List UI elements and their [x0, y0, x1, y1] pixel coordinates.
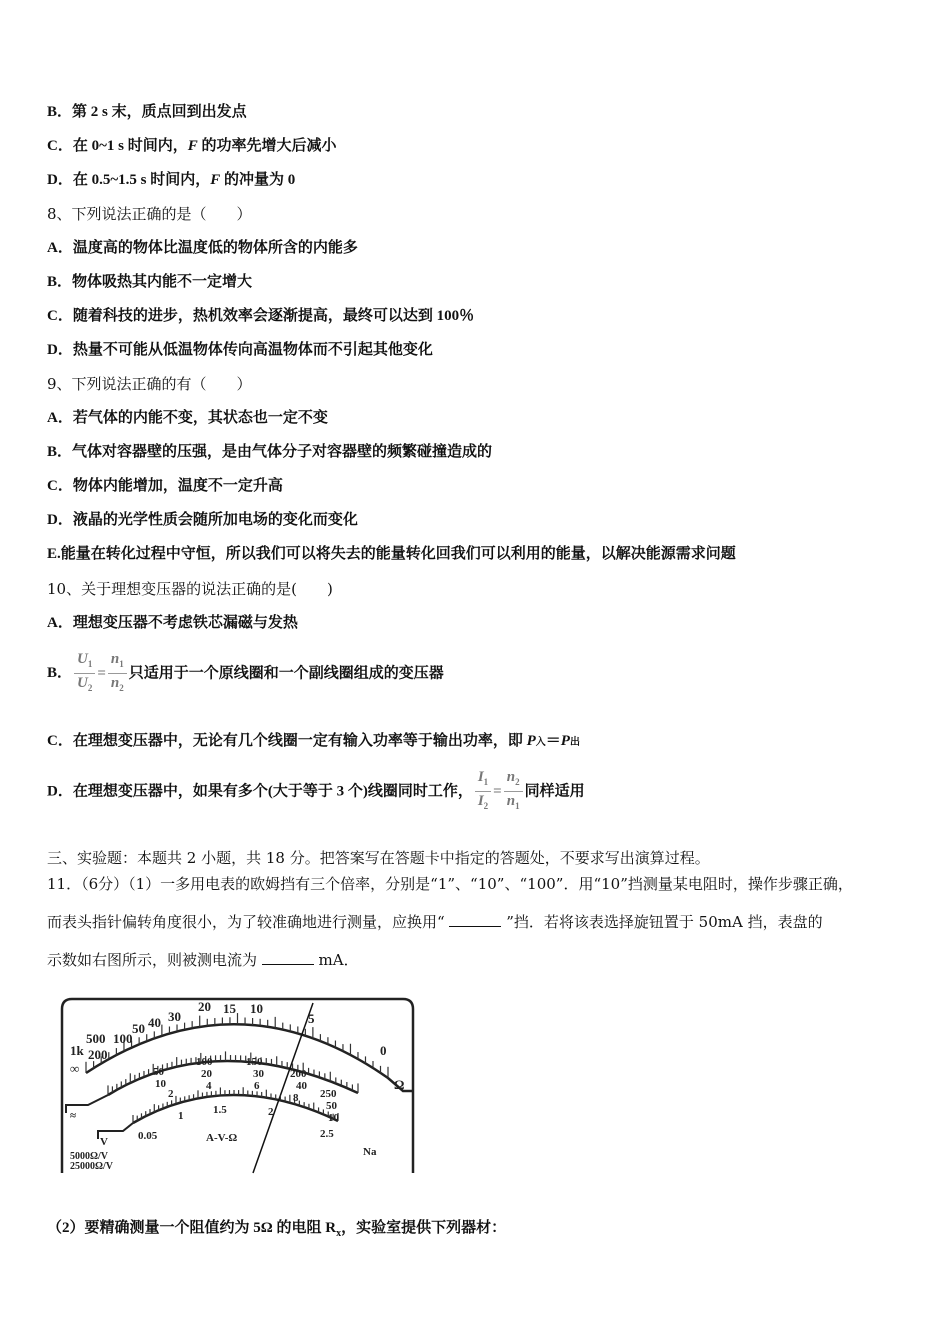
scale-label: 6 — [254, 1080, 260, 1092]
ohm-label: 30 — [168, 1009, 181, 1024]
scale-label: 10 — [155, 1078, 166, 1090]
q9-option-d: D．液晶的光学性质会随所加电场的变化而变化 — [47, 512, 358, 528]
ohm-label: ∞ — [70, 1061, 80, 1076]
text: D．在 0.5~1.5 s 时间内， — [47, 172, 211, 188]
ohm-symbol: Ω — [394, 1077, 405, 1092]
ohm-label: 200 — [88, 1047, 108, 1062]
sub: 2 — [87, 683, 93, 693]
text: C．在理想变压器中，无论有几个线圈一定有输入功率等于输出功率，即 — [47, 733, 527, 749]
q10-stem: 10、关于理想变压器的说法正确的是( ) — [47, 580, 333, 598]
scale-label: 0.05 — [138, 1130, 158, 1142]
text: 只适用于一个原线圈和一个副线圈组成的变压器 — [128, 665, 444, 682]
spec-label: 25000Ω/V — [70, 1161, 114, 1172]
scale-label: 200 — [290, 1068, 307, 1080]
q7-option-b: B．第 2 s 末，质点回到出发点 — [47, 104, 247, 120]
sub: 1 — [119, 659, 124, 669]
q9-option-c: C．物体内能增加，温度不一定升高 — [47, 478, 283, 494]
scale-label: 1 — [178, 1110, 184, 1122]
n1: n — [506, 793, 516, 809]
q10-option-d — [47, 768, 585, 815]
text: ，实验室提供下列器材： — [341, 1220, 507, 1236]
scale-label: 250 — [320, 1088, 337, 1100]
fraction-n1-n2 — [108, 650, 127, 697]
scale-label: 50 — [326, 1100, 337, 1112]
scale-label: 2.5 — [320, 1128, 334, 1140]
scale-label: 2 — [268, 1106, 274, 1118]
q8-option-c: C．随着科技的进步，热机效率会逐渐提高，最终可以达到 100％ — [47, 308, 475, 324]
u2: U — [77, 675, 88, 691]
ac-mark: ≈ — [70, 1110, 77, 1122]
fraction-u1-u2 — [74, 650, 95, 697]
q7-option-c — [47, 136, 337, 156]
ohm-label: 100 — [113, 1031, 133, 1046]
ohm-label: 0 — [380, 1043, 387, 1058]
text: （2）要精确测量一个阻值约为 5Ω 的电阻 R — [47, 1220, 337, 1236]
equals: ＝ — [545, 733, 561, 749]
ohm-label: 15 — [223, 1001, 236, 1016]
scale-label: 1.5 — [213, 1104, 227, 1116]
i1: I — [477, 769, 484, 785]
var-f: F — [210, 172, 221, 188]
q11-line2 — [47, 912, 823, 932]
n2: n — [110, 675, 120, 691]
sub: 2 — [483, 801, 489, 811]
q11-line1: 11．（6分）（1）一多用电表的欧姆挡有三个倍率，分别是“1”、“10”、“100”．用“10”挡测量某电阻时，操作步骤正确， — [47, 875, 853, 893]
sub-in: 入 — [535, 737, 546, 748]
text: 而表头指针偏转角度很小，为了较准确地进行测量，应换用“ — [47, 913, 450, 931]
text: D．在理想变压器中，如果有多个(大于等于 3 个)线圈同时工作， — [47, 783, 473, 800]
var-f: F — [187, 138, 198, 154]
ohm-label: 5 — [308, 1011, 315, 1026]
scale-label: 10 — [328, 1112, 339, 1124]
scale-label: 2 — [168, 1088, 174, 1100]
q8-stem: 8、下列说法正确的是（ ） — [47, 205, 252, 223]
q7-option-d — [47, 170, 295, 190]
q10-option-a: A．理想变压器不考虑铁芯漏磁与发热 — [47, 615, 298, 631]
text: 同样适用 — [524, 783, 585, 800]
q10-option-c — [47, 731, 580, 753]
n1: n — [110, 651, 120, 667]
q8-option-d: D．热量不可能从低温物体传向高温物体而不引起其他变化 — [47, 342, 433, 358]
scale-label: 50 — [153, 1066, 164, 1078]
label: B． — [47, 664, 73, 681]
q10-option-b — [47, 650, 444, 697]
ohm-label: 500 — [86, 1031, 106, 1046]
u1: U — [77, 651, 88, 667]
sub-x: x — [336, 1228, 342, 1239]
text: C．在 0~1 s 时间内， — [47, 138, 188, 154]
text: mA． — [313, 951, 359, 969]
q8-option-a: A．温度高的物体比温度低的物体所含的内能多 — [47, 240, 358, 256]
ohm-label: 50 — [132, 1021, 145, 1036]
scale-label: 150 — [246, 1056, 263, 1068]
sub: 1 — [87, 659, 93, 669]
ohm-label: 40 — [148, 1015, 161, 1030]
scale-label: 40 — [296, 1080, 307, 1092]
multimeter-dial-figure — [58, 993, 418, 1178]
center-label: A-V-Ω — [206, 1132, 238, 1144]
v-mark: V — [100, 1136, 108, 1148]
text: 的冲量为 0 — [220, 172, 296, 188]
i2: I — [477, 793, 484, 809]
q9-option-b: B．气体对容器壁的压强，是由气体分子对容器壁的频繁碰撞造成的 — [47, 444, 493, 460]
scale-label: 100 — [196, 1056, 213, 1068]
q11-line3 — [47, 950, 359, 970]
scale-label: 20 — [201, 1068, 212, 1080]
q11-part2 — [47, 1218, 506, 1244]
section-3-heading: 三、实验题：本题共 2 小题，共 18 分。把答案写在答题卡中指定的答题处，不要求写出演算过程。 — [47, 849, 710, 867]
scale-label: 8 — [293, 1092, 299, 1104]
sub: 1 — [483, 777, 489, 787]
brand-label: Na — [363, 1146, 377, 1158]
ohm-label: 20 — [198, 999, 211, 1014]
ohm-label: 1k — [70, 1043, 84, 1058]
spec-label: 5000Ω/V — [70, 1151, 109, 1162]
text: 示数如右图所示，则被测电流为 — [47, 951, 262, 969]
fraction-i1-i2 — [475, 768, 491, 815]
sub: 1 — [515, 801, 520, 811]
sub: 2 — [515, 777, 520, 787]
n2: n — [506, 769, 516, 785]
answer-blank-1[interactable] — [449, 912, 501, 927]
q9-option-e: E.能量在转化过程中守恒，所以我们可以将失去的能量转化回我们可以利用的能量，以解决能源需求问题 — [47, 546, 736, 562]
equals: = — [97, 665, 106, 682]
fraction-n2-n1 — [504, 768, 523, 815]
ohm-label: 10 — [250, 1001, 263, 1016]
scale-label: 30 — [253, 1068, 264, 1080]
var-p: P — [560, 733, 570, 749]
text: ”挡．若将该表选择旋钮置于 50mA 挡，表盘的 — [501, 913, 823, 931]
q9-stem: 9、下列说法正确的有（ ） — [47, 375, 252, 393]
sub-out: 出 — [569, 737, 580, 748]
var-p: P — [526, 733, 536, 749]
text: 的功率先增大后减小 — [197, 138, 337, 154]
equals: = — [493, 783, 502, 800]
q8-option-b: B．物体吸热其内能不一定增大 — [47, 274, 253, 290]
sub: 2 — [119, 683, 124, 693]
answer-blank-2[interactable] — [262, 950, 314, 965]
q9-option-a: A．若气体的内能不变，其状态也一定不变 — [47, 410, 328, 426]
scale-label: 4 — [206, 1080, 212, 1092]
